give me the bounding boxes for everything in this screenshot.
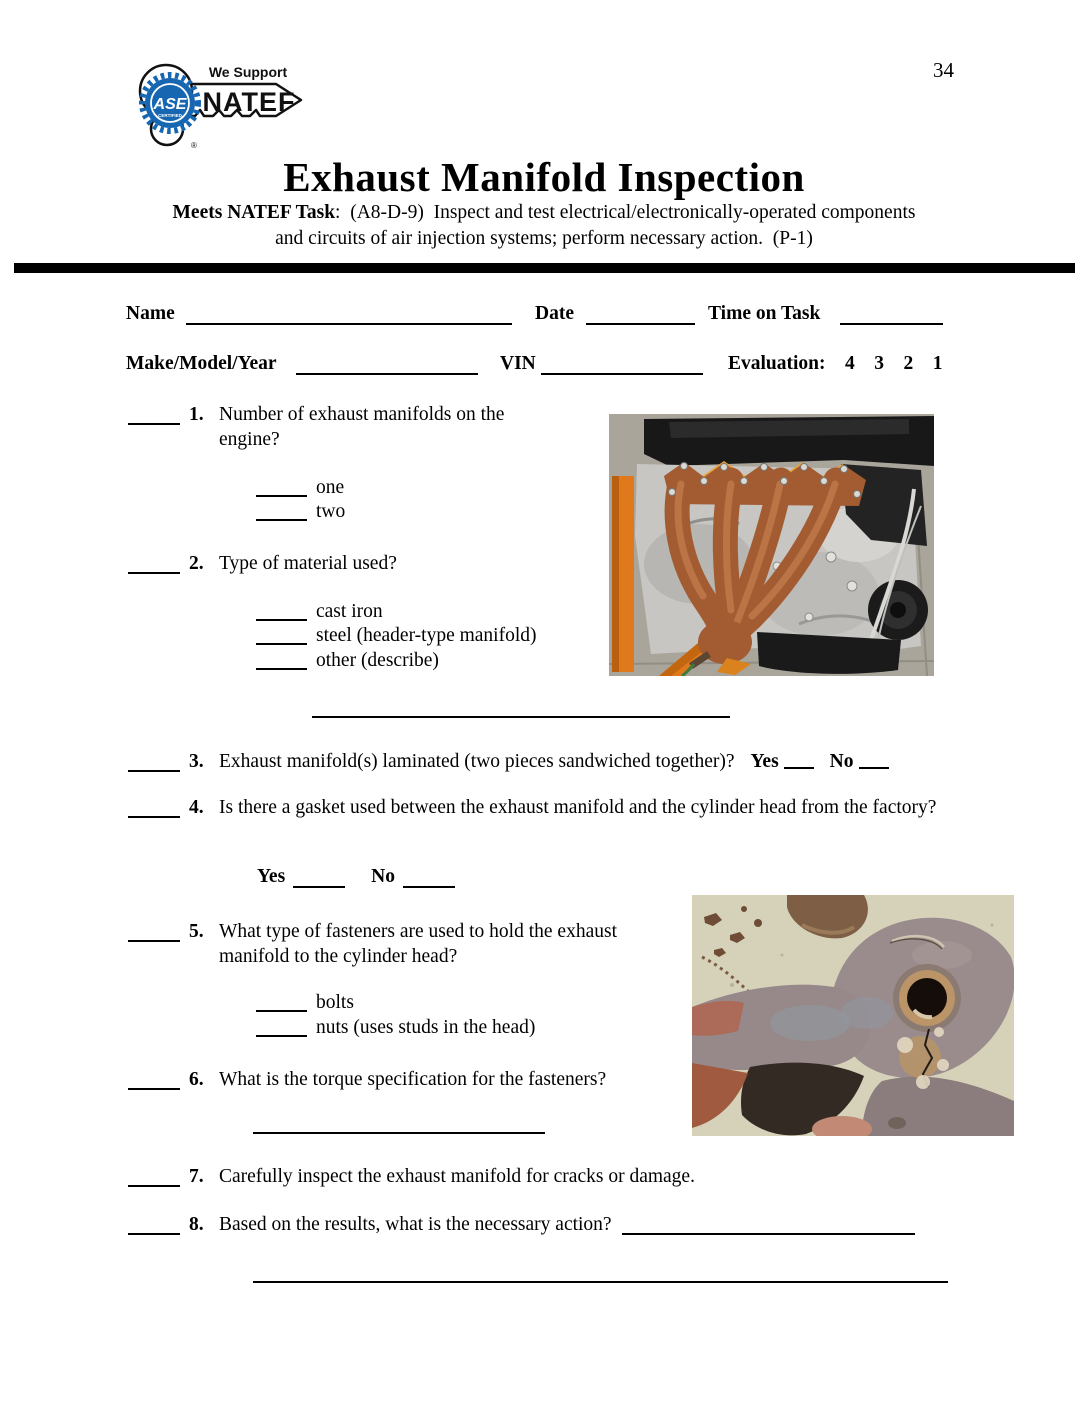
question-2-describe-line [312, 699, 730, 718]
make-model-year-blank [296, 355, 478, 375]
question-6-number: 6. [189, 1069, 204, 1090]
option-label: two [316, 501, 346, 522]
name-blank [186, 305, 512, 325]
option-blank [256, 624, 307, 645]
question-3-text: Exhaust manifold(s) laminated (two pieces sandwiched together)? [219, 751, 735, 772]
question-5-number: 5. [189, 921, 204, 942]
option-label: steel (header-type manifold) [316, 625, 537, 646]
registered-mark: ® [191, 141, 197, 150]
option-label: other (describe) [316, 650, 439, 671]
natef-text: NATEF [202, 87, 296, 117]
question-7-text: Carefully inspect the exhaust manifold for cracks or damage. [219, 1166, 695, 1187]
question-4-no-label: No [371, 866, 396, 887]
grade-blank-6 [128, 1067, 180, 1090]
question-2-text: Type of material used? [219, 553, 397, 574]
cracked-manifold-illustration [692, 895, 1014, 1136]
page-title: Exhaust Manifold Inspection [283, 154, 805, 200]
grade-blank-5 [128, 919, 180, 942]
question-1 [128, 402, 549, 452]
question-3-yes-label: Yes [750, 751, 779, 772]
question-3-no-blank [859, 749, 889, 769]
question-5 [128, 919, 671, 969]
question-3-number: 3. [189, 751, 204, 772]
question-4-no-blank [403, 866, 455, 888]
question-2-option-steel [256, 624, 537, 648]
question-2-option-other [256, 649, 439, 673]
grade-blank-8 [128, 1212, 180, 1235]
option-label: one [316, 477, 345, 498]
question-4-yes-blank [293, 866, 345, 888]
question-1-option-one [256, 476, 344, 500]
option-blank [256, 1016, 307, 1037]
question-2-number: 2. [189, 553, 204, 574]
question-4-yes-no-row [257, 866, 455, 888]
question-6-answer-line [253, 1115, 545, 1134]
question-4-yes-label: Yes [257, 866, 286, 887]
meets-task-text: : (A8-D-9) Inspect and test electrical/electronically-operated components [335, 202, 916, 223]
question-8-number: 8. [189, 1214, 204, 1235]
question-1-number: 1. [189, 404, 204, 425]
date-label: Date [535, 303, 574, 324]
evaluation-label: Evaluation: [728, 353, 826, 374]
ase-gear-icon [142, 75, 198, 131]
natef-task-line2: and circuits of air injection systems; perform necessary action. (P-1) [275, 228, 813, 249]
natef-task-line1 [0, 202, 1088, 224]
grade-blank-7 [128, 1164, 180, 1187]
option-label: bolts [316, 992, 354, 1013]
question-5-option-nuts [256, 1016, 535, 1040]
question-6-text: What is the torque specification for the fasteners? [219, 1069, 607, 1090]
we-support-text: We Support [208, 64, 288, 80]
question-8-answer-blank-inline [622, 1212, 915, 1235]
engine-manifold-photo [609, 414, 934, 676]
time-on-task-blank [840, 305, 943, 325]
header-divider-rule [14, 263, 1075, 273]
option-blank [256, 600, 307, 621]
question-3 [128, 749, 889, 774]
make-model-year-label: Make/Model/Year [126, 353, 277, 374]
question-7-number: 7. [189, 1166, 204, 1187]
vin-blank [541, 355, 703, 375]
question-1-text: Number of exhaust manifolds on the engine? [219, 404, 505, 450]
question-8-answer-line [253, 1264, 948, 1283]
question-8-text: Based on the results, what is the necessary action? [219, 1214, 612, 1235]
natef-ase-logo [130, 53, 308, 150]
question-6 [128, 1067, 606, 1092]
question-5-option-bolts [256, 991, 354, 1015]
evaluation-scale: 4 3 2 1 [845, 353, 943, 374]
grade-blank-4 [128, 795, 180, 818]
question-8 [128, 1212, 915, 1237]
grade-blank-3 [128, 749, 180, 772]
option-blank [256, 649, 307, 670]
date-blank [586, 305, 695, 325]
option-blank [256, 476, 307, 497]
option-label: nuts (uses studs in the head) [316, 1017, 536, 1038]
ase-text: ASE [153, 96, 187, 113]
meets-task-label: Meets NATEF Task [172, 202, 336, 223]
question-1-option-two [256, 500, 345, 524]
time-on-task-label: Time on Task [708, 303, 821, 324]
name-label: Name [126, 303, 175, 324]
cracked-manifold-photo [692, 895, 1014, 1136]
natef-key-icon [130, 53, 308, 150]
question-4-text: Is there a gasket used between the exhaust manifold and the cylinder head from the factory? [219, 797, 937, 818]
page-number: 34 [933, 58, 954, 82]
question-3-yes-blank [784, 749, 814, 769]
option-label: cast iron [316, 601, 383, 622]
option-blank [256, 991, 307, 1012]
question-7 [128, 1164, 695, 1189]
grade-blank-1 [128, 402, 180, 425]
question-4 [128, 795, 941, 820]
question-2 [128, 551, 397, 576]
engine-manifold-illustration [609, 414, 934, 676]
grade-blank-2 [128, 551, 180, 574]
question-5-text: What type of fasteners are used to hold the exhaust manifold to the cylinder head? [219, 921, 617, 967]
question-4-number: 4. [189, 797, 204, 818]
question-2-option-cast-iron [256, 600, 383, 624]
vin-label: VIN [500, 353, 536, 374]
ase-certified-text: CERTIFIED [158, 113, 182, 118]
option-blank [256, 500, 307, 521]
question-3-no-label: No [829, 751, 854, 772]
